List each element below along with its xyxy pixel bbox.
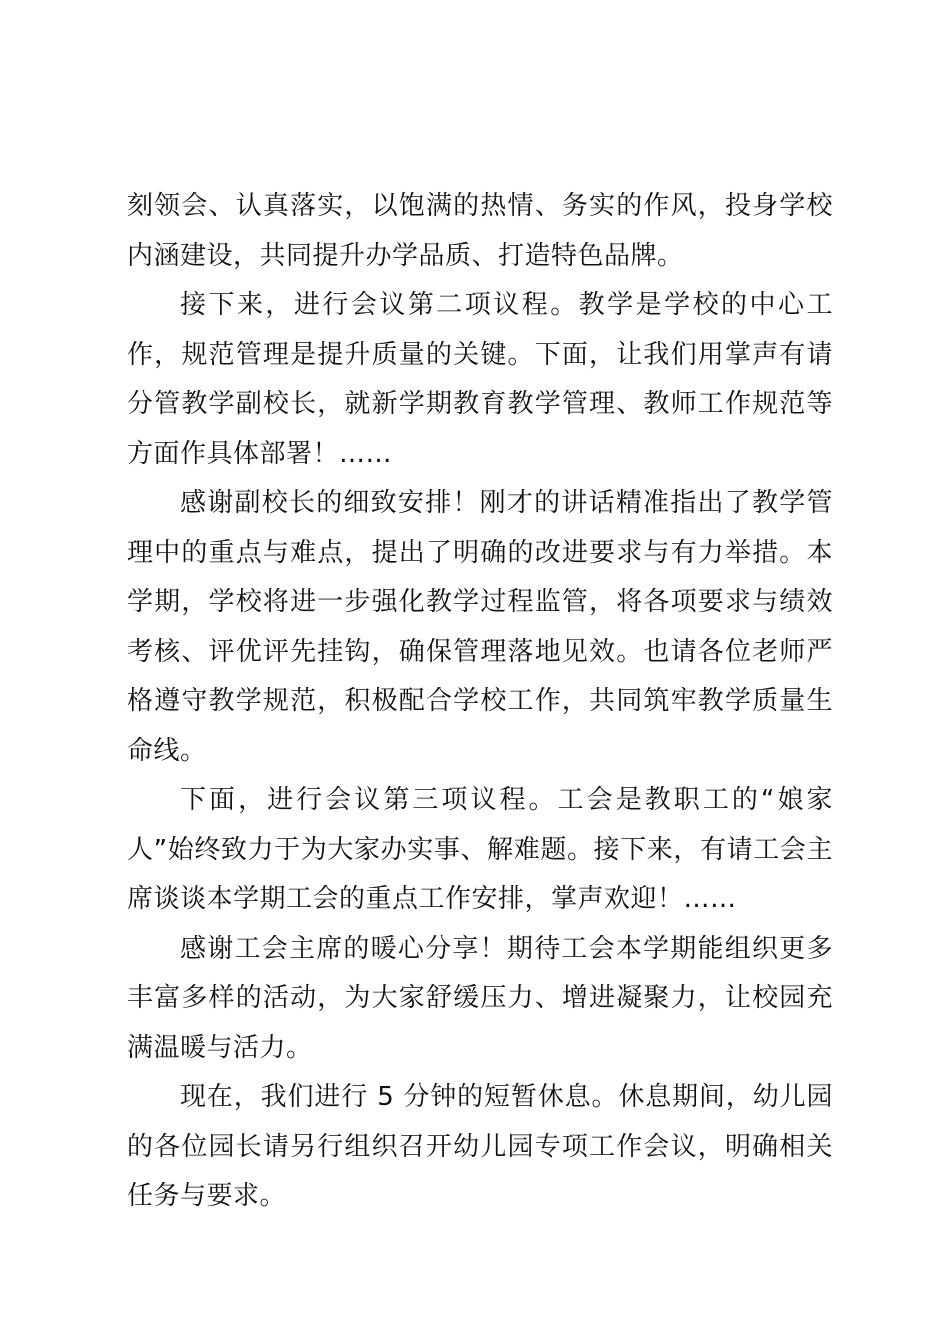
paragraph-break-notice: 现在，我们进行 5 分钟的短暂休息。休息期间，幼儿园的各位园长请另行组织召开幼儿园专项工作会议，明确相关任务与要求。 (127, 1082, 833, 1211)
paragraph-thanks-union-chair: 感谢工会主席的暖心分享！期待工会本学期能组织更多丰富多样的活动，为大家舒缓压力、增进凝聚力，让校园充满温暖与活力。 (127, 933, 833, 1063)
paragraph-agenda-two: 接下来，进行会议第二项议程。教学是学校的中心工作，规范管理是提升质量的关键。下面，让我们用掌声有请分管教学副校长，就新学期教育教学管理、教师工作规范等方面作具体部署！…… (127, 290, 833, 469)
paragraph-agenda-three: 下面，进行会议第三项议程。工会是教职工的“娘家人”始终致力于为大家办实事、解难题。接下来，有请工会主席谈谈本学期工会的重点工作安排，掌声欢迎！…… (127, 785, 833, 914)
paragraph-continuation: 刻领会、认真落实，以饱满的热情、务实的作风，投身学校内涵建设，共同提升办学品质、打造特色品牌。 (127, 191, 833, 271)
paragraph-thanks-vice-principal: 感谢副校长的细致安排！刚才的讲话精准指出了教学管理中的重点与难点，提出了明确的改进要求与有力举措。本学期，学校将进一步强化教学过程监管，将各项要求与绩效考核、评优评先挂钩，确保管理落地见效。也请各位老师严格遵守教学规范，积极配合学校工作，共同筑牢教学质量生命线。 (127, 488, 833, 766)
document-body (127, 182, 833, 1222)
